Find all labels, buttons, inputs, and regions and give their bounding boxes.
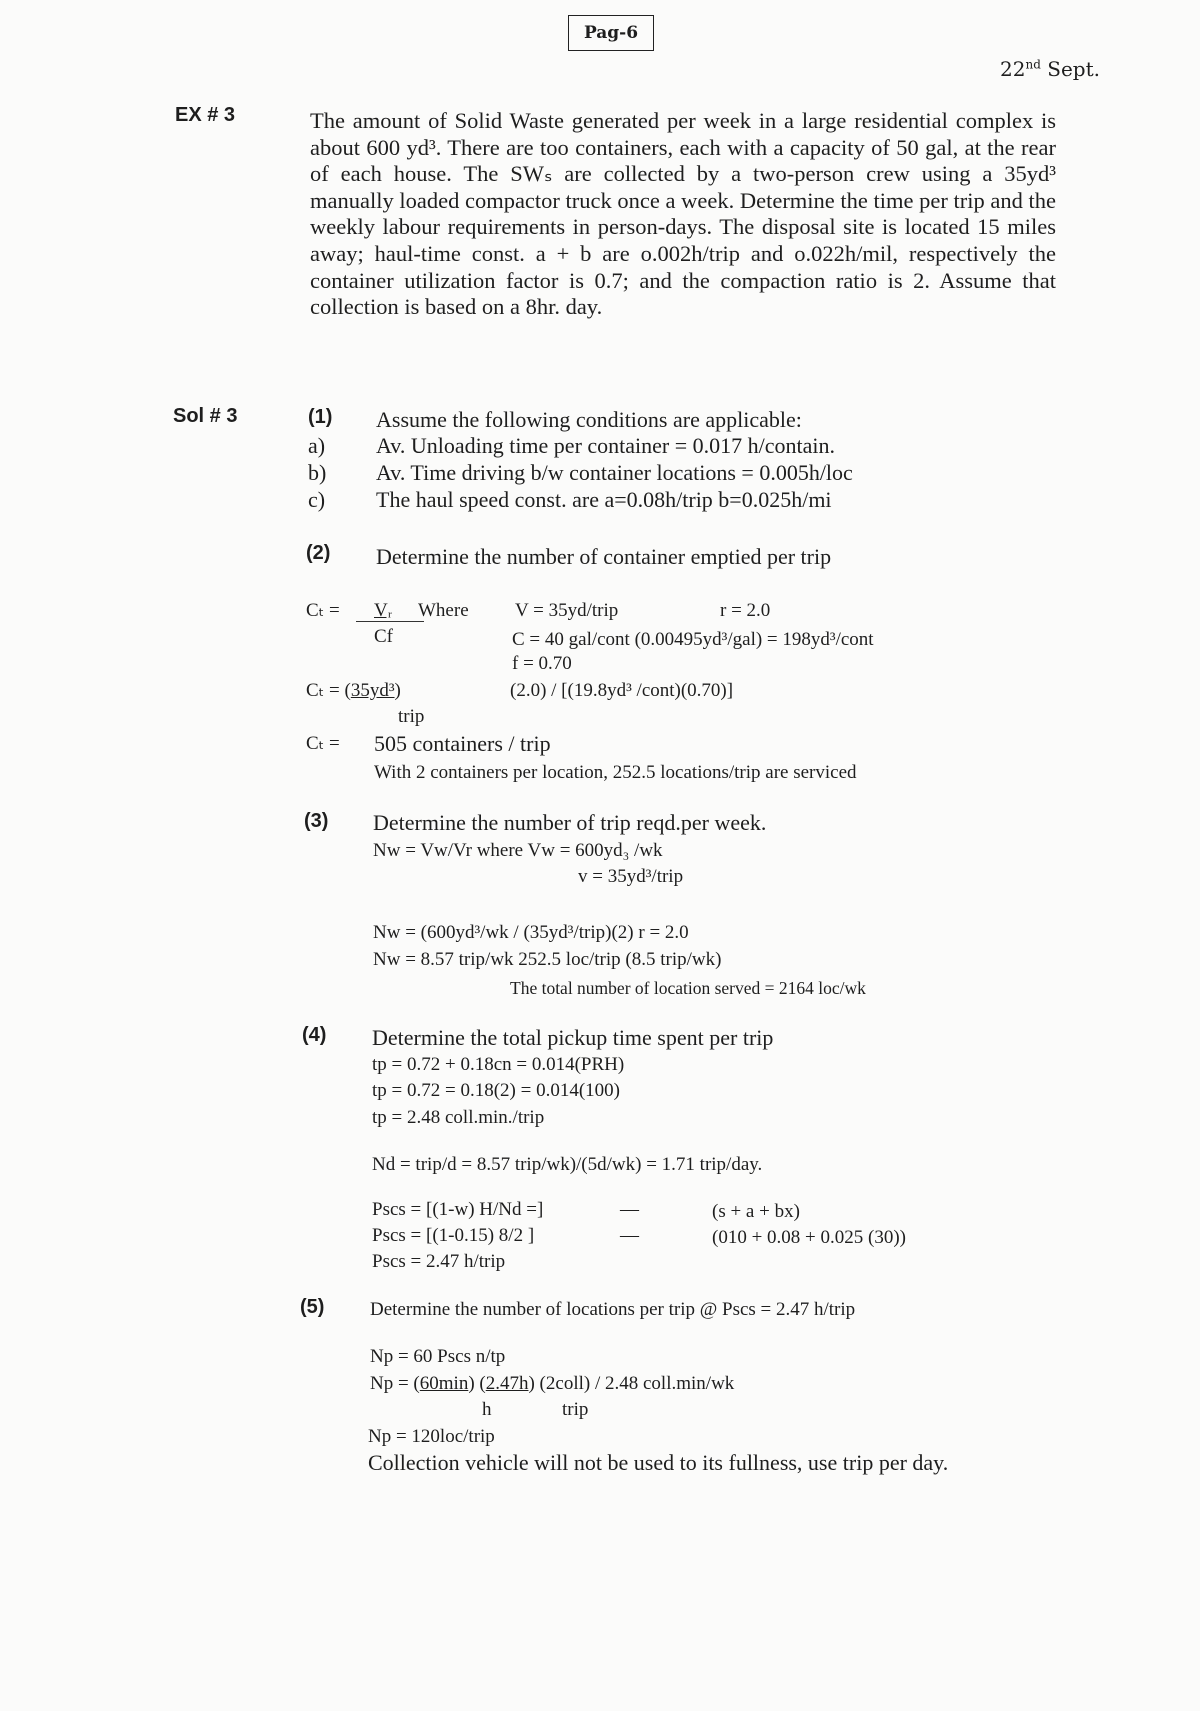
step-1-number: (1)	[308, 406, 333, 428]
step-4-heading: Determine the total pickup time spent per trip	[372, 1025, 774, 1050]
fraction-denominator: Cf	[374, 626, 393, 647]
step-4-number: (4)	[302, 1024, 327, 1046]
np2-sep: ) (	[468, 1373, 486, 1394]
f-definition: f = 0.70	[512, 653, 572, 674]
dash-2: —	[620, 1225, 639, 1246]
item-b-letter: b)	[308, 460, 327, 485]
nw-equation: Nw = Vw/Vr where Vw = 600yd₃ /wk	[373, 840, 663, 861]
total-locations: The total number of location served = 2164 loc/wk	[510, 978, 866, 998]
step-3-number: (3)	[304, 810, 329, 832]
ct-calculation	[306, 678, 401, 704]
np2-hours: 2.47h	[485, 1373, 529, 1394]
item-a-letter: a)	[308, 433, 326, 458]
np2-rest: ) (2coll) / 2.48 coll.min/wk	[528, 1373, 735, 1394]
item-a-text: Av. Unloading time per container = 0.017 h/contain.	[376, 433, 836, 458]
step-3-heading: Determine the number of trip reqd.per week.	[373, 810, 767, 835]
np-line-3: Np = 120loc/trip	[368, 1426, 495, 1447]
pscs-line-2: Pscs = [(1-0.15) 8/2 ]	[372, 1225, 535, 1246]
date-month: Sept.	[1040, 57, 1100, 81]
locations-note: With 2 containers per location, 252.5 locations/trip are serviced	[374, 762, 857, 783]
ct-calculation-right: (2.0) / [(19.8yd³ /cont)(0.70)]	[510, 680, 734, 701]
r-definition: r = 2.0	[720, 600, 771, 621]
v-equation: v = 35yd³/trip	[578, 866, 684, 887]
date-day: 22	[1000, 57, 1026, 81]
np2-h-denominator: h	[482, 1399, 492, 1420]
item-c-letter: c)	[308, 487, 326, 512]
step-5-number: (5)	[300, 1296, 325, 1318]
np-line-1: Np = 60 Pscs n/tp	[370, 1346, 506, 1367]
pscs-line-1: Pscs = [(1-w) H/Nd =]	[372, 1199, 544, 1220]
dash-1: —	[620, 1199, 639, 1220]
problem-statement: The amount of Solid Waste generated per week in a large residential complex is about 600 yd³. There are too containers, each with a capacity of 50 gal, at the rear of each house. The SWₛ are collected by a two-person crew using a 35yd³ manually loaded compactor truck once a week. Determine the time per trip and the weekly labour requirements in person-days. The disposal site is located 15 miles away; haul-time const. a + b are o.002h/trip and o.022h/mil, respectively the container utilization factor is 0.7; and the compaction ratio is 2. Assume that collection is based on a 8hr. day.	[310, 108, 1056, 320]
ct-calc-volume: 35yd³	[350, 680, 395, 701]
c-definition: C = 40 gal/cont (0.00495yd³/gal) = 198yd³/cont	[512, 629, 874, 650]
nw-result: Nw = 8.57 trip/wk 252.5 loc/trip (8.5 trip/wk)	[373, 949, 722, 970]
np2-minutes: 60min	[419, 1373, 469, 1394]
solution-label: Sol # 3	[173, 405, 238, 427]
step-2-heading: Determine the number of container emptied per trip	[376, 544, 832, 569]
ct-calc-prefix: Cₜ = (	[306, 680, 351, 701]
pscs-line-1-right: (s + a + bx)	[712, 1201, 800, 1222]
step-2-number: (2)	[306, 542, 331, 564]
ct-result-label: Cₜ =	[306, 733, 340, 754]
fraction-numerator: Vᵣ	[374, 600, 393, 621]
tp-line-3: tp = 2.48 coll.min./trip	[372, 1107, 545, 1128]
ct-equation-label: Cₜ =	[306, 600, 340, 621]
item-b-text: Av. Time driving b/w container locations = 0.005h/loc	[376, 460, 853, 485]
trip-denominator: trip	[398, 706, 425, 727]
tp-line-2: tp = 0.72 = 0.18(2) = 0.014(100)	[372, 1080, 620, 1101]
ct-calc-close: )	[394, 680, 401, 701]
ct-result: 505 containers / trip	[374, 731, 551, 756]
step-5-heading: Determine the number of locations per trip @ Pscs = 2.47 h/trip	[370, 1299, 856, 1320]
v-definition: V = 35yd/trip	[515, 600, 619, 621]
conclusion: Collection vehicle will not be used to its fullness, use trip per day.	[368, 1450, 949, 1475]
tp-line-1: tp = 0.72 + 0.18cn = 0.014(PRH)	[372, 1054, 625, 1075]
nd-equation: Nd = trip/d = 8.57 trip/wk)/(5d/wk) = 1.71 trip/day.	[372, 1154, 763, 1175]
np2-trip-denominator: trip	[562, 1399, 589, 1420]
np-line-2	[370, 1371, 734, 1397]
pscs-line-3: Pscs = 2.47 h/trip	[372, 1251, 506, 1272]
date-suffix: nd	[1025, 57, 1041, 72]
page-number-box: Pag-6	[568, 15, 654, 51]
where-label: Where	[418, 600, 469, 621]
item-c-text: The haul speed const. are a=0.08h/trip b=0.025h/mi	[376, 487, 832, 512]
nw-calculation: Nw = (600yd³/wk / (35yd³/trip)(2) r = 2.0	[373, 922, 689, 943]
date	[1000, 57, 1100, 81]
step-1-heading: Assume the following conditions are applicable:	[376, 407, 802, 432]
np2-prefix: Np = (	[370, 1373, 420, 1394]
fraction-line	[356, 621, 424, 622]
exercise-label: EX # 3	[175, 104, 236, 126]
pscs-line-2-right: (010 + 0.08 + 0.025 (30))	[712, 1227, 906, 1248]
